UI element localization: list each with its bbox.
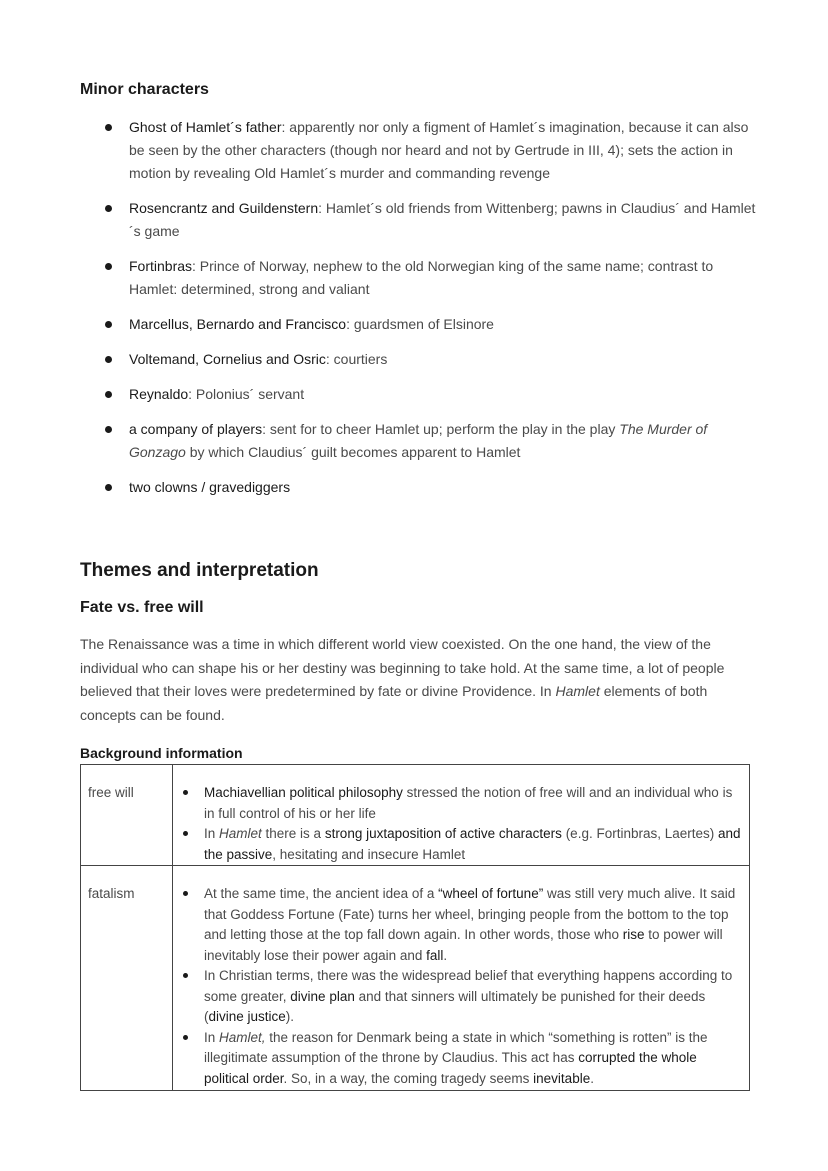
character-description: : sent for to cheer Hamlet up; perform the play in the play [262,421,620,437]
text: At the same time, the ancient idea of a [204,886,439,901]
text: and that sinners will ultimately be punished for their deeds ( [204,988,706,1024]
text: . So, in a way, the coming tragedy seems [283,1070,534,1086]
bullet-icon [105,205,112,212]
text: In [204,826,220,841]
row-label-fatalism: fatalism [81,866,173,1091]
character-description: : apparently nor only a figment of Hamlet´s imagination, because it can also be seen by the other characters (though nor heard and not by Gertrude in III, 4); sets the action in motion by revealing Old Hamlet´s murder and commanding revenge [129,119,749,181]
row-content-free-will [173,765,750,866]
character-description: : guardsmen of Elsinore [346,316,494,332]
background-table [80,764,750,1091]
character-name: Rosencrantz and Guildenstern [129,200,319,216]
list-item [173,1028,741,1090]
themes-heading: Themes and interpretation [80,560,319,581]
fate-free-will-heading: Fate vs. free will [80,599,204,616]
text: was still very much alive. It said that Goddess Fortune (Fate) turns her wheel, bringing people from the bottom to the top and letting those at the top fall down again. In other words, those who [204,886,736,942]
intro-text: The Renaissance was a time in which different world view coexisted. On the one hand, the view of the individual who can shape his or her destiny was beginning to take hold. At the same time, a lot of people believed that their loves were predetermined by fate or divine Providence. In [80,636,725,699]
row-label-free-will: free will [81,765,173,866]
text: there is a [261,826,325,841]
text: stressed the notion of free will and an individual who is in full control of his or her life [204,785,733,821]
title-italic: Hamlet, [219,1029,266,1045]
text: to power will inevitably lose their power again and [204,927,723,963]
bullet-icon [105,426,112,433]
list-item [173,884,741,966]
character-name: Ghost of Hamlet´s father [129,119,282,135]
intro-text-end: elements of both concepts can be found. [80,683,708,723]
intro-paragraph [80,633,752,727]
emphasis: fall [426,947,444,963]
play-title: The Murder of Gonzago [129,421,708,460]
list-item [80,383,760,406]
emphasis: strong juxtaposition of active characters [324,826,562,841]
bullet-icon [183,1035,188,1040]
list-item [80,418,760,464]
character-description-cont: by which Claudius´ guilt becomes apparent to Hamlet [185,444,521,460]
bullet-icon [105,356,112,363]
title-italic: Hamlet [219,826,262,841]
text: . [590,1070,594,1086]
text: (e.g. Fortinbras, Laertes) [561,826,718,841]
list-item [80,348,760,371]
row-content-fatalism [173,866,750,1091]
character-name: a company of players [129,421,263,437]
bullet-icon [183,973,188,978]
minor-characters-heading: Minor characters [80,81,209,98]
list-item [173,966,741,1028]
bullet-icon [183,891,188,896]
text: In [204,1029,220,1045]
emphasis: corrupted the whole political order [204,1050,697,1086]
emphasis: divine plan [290,988,355,1004]
list-item [80,255,760,301]
character-name: Voltemand, Cornelius and Osric [129,351,326,367]
character-description: : Hamlet´s old friends from Wittenberg; pawns in Claudius´ and Hamlet´s game [129,200,756,239]
bullet-icon [105,263,112,270]
emphasis: inevitable [533,1070,591,1086]
text: . [443,947,448,963]
text: , hesitating and insecure Hamlet [272,846,466,862]
character-description: : Polonius´ servant [188,386,305,402]
emphasis: rise [622,927,645,942]
text: the reason for Denmark being a state in which “something is rotten” is the illegitimate assumption of the throne by Claudius. This act has [204,1029,708,1065]
emphasis: “wheel of fortune” [438,886,544,901]
table-row [81,765,750,866]
list-item [80,116,760,185]
character-description: : courtiers [325,351,388,367]
table-row [81,866,750,1091]
list-item [173,783,741,824]
list-item [80,197,760,243]
character-name: two clowns / gravediggers [129,479,291,495]
list-item [173,824,741,865]
text: In Christian terms, there was the widespread belief that everything happens according to some greater, [204,968,733,1004]
emphasis: and the passive [204,826,741,862]
minor-characters-list [80,116,760,511]
character-name: Marcellus, Bernardo and Francisco [129,316,347,332]
list-item [80,476,760,499]
character-name: Fortinbras [129,258,193,274]
text: ). [285,1009,295,1024]
list-item [80,313,760,336]
background-information-heading: Background information [80,745,243,761]
bullet-icon [105,124,112,131]
bullet-icon [183,790,188,795]
bullet-icon [183,831,188,836]
emphasis: divine justice [208,1009,286,1024]
bullet-icon [105,321,112,328]
intro-italic: Hamlet [555,683,600,699]
character-name: Reynaldo [129,386,189,402]
character-description: : Prince of Norway, nephew to the old Norwegian king of the same name; contrast to Hamlet: determined, strong and valiant [129,258,714,297]
emphasis: Machiavellian political philosophy [204,785,403,800]
bullet-icon [105,484,112,491]
bullet-icon [105,391,112,398]
